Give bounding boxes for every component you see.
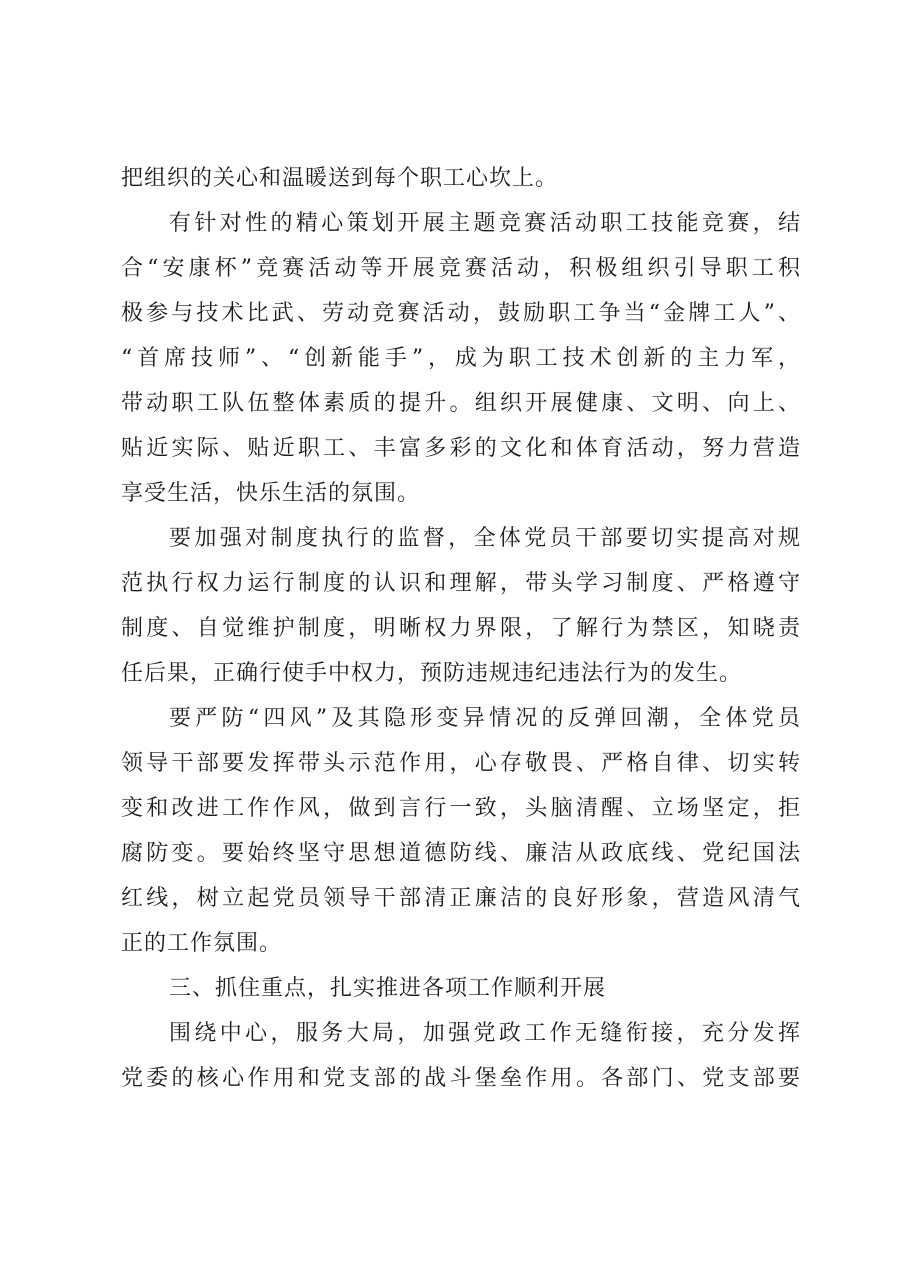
text-line: 带动职工队伍整体素质的提升。组织开展健康、文明、向上、: [121, 391, 801, 416]
document-body: [121, 156, 801, 1101]
text-line: 范执行权力运行制度的认识和理解，带头学习制度、严格遵守: [121, 571, 801, 596]
paragraph-2: [121, 201, 801, 516]
text-line: 有针对性的精心策划开展主题竞赛活动职工技能竞赛，结: [169, 211, 801, 236]
text-line: 围绕中心，服务大局，加强党政工作无缝衔接，充分发挥: [169, 1021, 801, 1046]
text-line: “首席技师”、“创新能手”，成为职工技术创新的主力军，: [121, 346, 801, 371]
text-line: 把组织的关心和温暖送到每个职工心坎上。: [121, 166, 559, 191]
paragraph-3: [121, 516, 801, 696]
text-line: 贴近实际、贴近职工、丰富多彩的文化和体育活动，努力营造: [121, 436, 801, 461]
text-line: 任后果，正确行使手中权力，预防违规违纪违法行为的发生。: [121, 661, 743, 686]
text-line: 正的工作氛围。: [121, 931, 283, 956]
heading-line: 三、抓住重点，扎实推进各项工作顺利开展: [169, 976, 607, 1001]
text-line: 合“安康杯”竞赛活动等开展竞赛活动，积极组织引导职工积: [121, 256, 801, 281]
text-line: 要加强对制度执行的监督，全体党员干部要切实提高对规: [169, 526, 801, 551]
paragraph-5: [121, 1011, 801, 1101]
text-line: 变和改进工作作风，做到言行一致，头脑清醒、立场坚定，拒: [121, 796, 801, 821]
text-line: 红线，树立起党员领导干部清正廉洁的良好形象，营造风清气: [121, 886, 801, 911]
text-line: 要严防“四风”及其隐形变异情况的反弹回潮，全体党员: [169, 706, 801, 731]
text-line: 领导干部要发挥带头示范作用，心存敬畏、严格自律、切实转: [121, 751, 801, 776]
text-line: 制度、自觉维护制度，明晰权力界限，了解行为禁区，知晓责: [121, 616, 801, 641]
text-line: 享受生活，快乐生活的氛围。: [121, 481, 421, 506]
paragraph-4: [121, 696, 801, 966]
paragraph-1: [121, 156, 801, 201]
text-line: 腐防变。要始终坚守思想道德防线、廉洁从政底线、党纪国法: [121, 841, 801, 866]
section-heading: [121, 966, 801, 1011]
text-line: 党委的核心作用和党支部的战斗堡垒作用。各部门、党支部要: [121, 1066, 801, 1091]
text-line: 极参与技术比武、劳动竞赛活动，鼓励职工争当“金牌工人”、: [121, 301, 801, 326]
